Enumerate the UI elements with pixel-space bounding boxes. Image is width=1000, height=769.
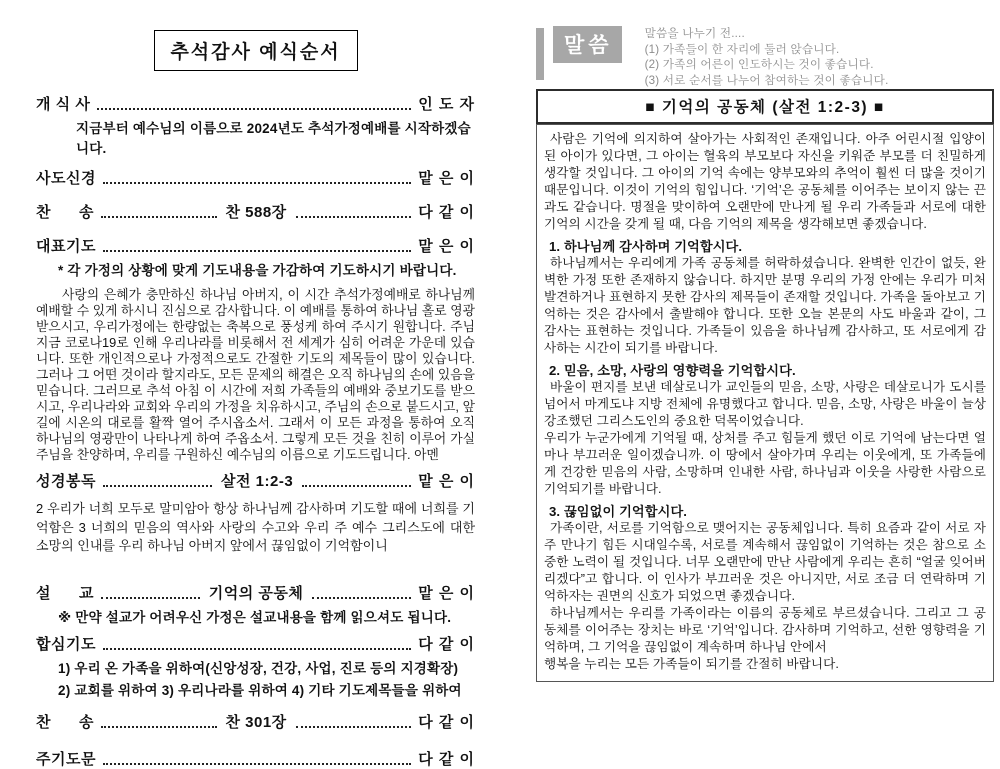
order-row-creed	[36, 167, 475, 188]
order-label-sermon: 설 교	[36, 584, 94, 602]
order-row-opening	[36, 93, 475, 114]
header-bar-decoration	[536, 28, 544, 80]
sermon-point-2-body-2: 우리가 누군가에게 기억될 때, 상처를 주고 힘들게 했던 이로 기억에 남는다면 얼마나 부끄러운 일이겠습니까. 이 땅에서 살아가며 우리는 이웃에게, 또 가족들에게 건강한 믿음의 사람, 소망하며 인내한 사람, 하나님과 이웃을 사랑한 사람으로 기억되기를 바랍니다.	[544, 431, 986, 497]
intro-line-3: (2) 가족의 어른이 인도하시는 것이 좋습니다.	[644, 58, 874, 72]
order-right-joint-prayer: 다 같 이	[418, 635, 475, 653]
order-label-creed: 사도신경	[36, 170, 96, 187]
order-label-hymn1: 찬 송	[36, 204, 94, 221]
intro-line-2: (1) 가족들이 한 자리에 둘러 앉습니다.	[644, 42, 840, 56]
order-label-lords-prayer: 주기도문	[36, 750, 96, 768]
dotted-leader	[101, 715, 217, 728]
sermon-title: ■ 기억의 공동체 (살전 1:2-3) ■	[536, 89, 994, 124]
order-right-lords-prayer: 다 같 이	[418, 750, 475, 768]
sermon-point-1-body: 하나님께서는 우리에게 가족 공동체를 허락하셨습니다. 완벽한 인간이 없듯, 완벽한 가정 또한 존재하지 않습니다. 하지만 분명 우리의 가정 안에는 우리가 미처 발견하거나 표현하지 못한 감사의 제목들이 존재할 것입니다. 가족을 돌아보고 기억하는 것은 감사에서 출발해야 합니다. 또한 오늘 본문의 사도 바울과 같이, 그 감사는 표현하는 것입니다. 가족들이 있음을 하나님께 감사하고, 또 서로에게 감사하는 시간이 되기를 바랍니다.	[544, 256, 986, 356]
order-row-hymn2	[36, 711, 475, 732]
order-right-creed: 맡 은 이	[418, 170, 475, 187]
rep-prayer-note: * 각 가정의 상황에 맞게 기도내용을 가감하여 기도하시기 바랍니다.	[58, 263, 457, 278]
dotted-leader	[103, 474, 212, 487]
order-row-lords-prayer	[36, 748, 475, 769]
order-row-rep-prayer	[36, 235, 475, 256]
hymn1-number: 찬 588장	[225, 204, 287, 221]
order-label-opening: 개 식 사	[36, 96, 91, 113]
opening-note: 지금부터 예수님의 이름으로 2024년도 추석가정예배를 시작하겠습니다.	[76, 121, 471, 156]
dotted-leader	[296, 715, 412, 728]
dotted-leader	[101, 205, 217, 218]
order-right-opening: 인 도 자	[418, 96, 475, 113]
order-right-sermon: 맡 은 이	[418, 584, 476, 602]
dotted-leader	[103, 637, 411, 650]
order-row-reading	[36, 470, 475, 491]
intro-line-4: (3) 서로 순서를 나누어 참여하는 것이 좋습니다.	[644, 73, 889, 87]
dotted-leader	[103, 752, 411, 765]
hymn2-number: 찬 301장	[225, 713, 287, 731]
dotted-leader	[103, 239, 411, 252]
order-row-sermon	[36, 582, 475, 603]
sermon-point-2-body-1: 바울이 편지를 보낸 데살로니가 교인들의 믿음, 소망, 사랑은 데살로니가 도시를 넘어서 마게도냐 지방 전체에 유명했다고 합니다. 믿음, 소망, 사랑은 바울이 늘상 강조했던 그리스도인의 중요한 덕목이었습니다.	[544, 380, 986, 429]
order-label-joint-prayer: 합심기도	[36, 635, 96, 653]
order-label-hymn2: 찬 송	[36, 713, 94, 731]
sermon-point-3-body-3: 행복을 누리는 모든 가족들이 되기를 간절히 바랍니다.	[544, 657, 840, 672]
dotted-leader	[103, 171, 411, 184]
sermon-page	[505, 0, 1000, 706]
dotted-leader	[101, 586, 200, 599]
joint-prayer-item-2: 2) 교회를 위하여 3) 우리나라를 위하여 4) 기타 기도제목들을 위하여	[58, 682, 462, 698]
page-title: 추석감사 예식순서	[154, 30, 358, 71]
order-label-rep-prayer: 대표기도	[36, 238, 96, 255]
order-row-hymn1	[36, 201, 475, 222]
joint-prayer-item-1: 1) 우리 온 가족을 위하여(신앙성장, 건강, 사업, 진로 등의 지경확장)	[58, 660, 459, 676]
sermon-note: ※ 만약 설교가 어려우신 가정은 설교내용을 함께 읽으셔도 됩니다.	[58, 609, 452, 625]
dotted-leader	[312, 586, 411, 599]
sermon-header	[536, 26, 994, 88]
sermon-point-3-heading: 3. 끊임없이 기억합시다.	[549, 504, 688, 520]
order-right-hymn2: 다 같 이	[418, 713, 475, 731]
reading-reference: 살전 1:2-3	[221, 473, 294, 490]
dotted-leader	[302, 474, 411, 487]
scripture-text: 2 우리가 너희 모두로 말미암아 항상 하나님께 감사하며 기도할 때에 너희를 기억함은 3 너희의 믿음의 역사와 사랑의 수고와 우리 주 예수 그리스도에 대한 소망의 인내를 우리 하나님 아버지 앞에서 끊임없이 기억함이니	[36, 501, 475, 553]
representative-prayer-text: 사랑의 은혜가 충만하신 하나님 아버지, 이 시간 추석가정예배로 하나님께 예배할 수 있게 하시니 진심으로 감사합니다. 이 예배를 통하여 하나님 홀로 영광 받으시고, 우리가정에는 한량없는 축복으로 풍성케 하여 주시기 원합니다. 주님 지금 코로나19로 인해 우리나라를 비롯해서 전 세계가 심히 어려운 가운데 있습니다. 또한 개인적으로나 가정적으로도 간절한 기도의 제목들이 많이 있습니다. 그러나 그 어떤 것이라 할지라도, 모든 문제의 해결은 오직 하나님의 손에 있음을 믿습니다. 그러므로 추석 아침 이 시간에 저희 가족들의 예배와 중보기도를 받으시고, 우리나라와 교회와 우리의 가정을 치유하시고, 주님의 손으로 붙드시고, 앞길에 시온의 대로를 활짝 열어 주시옵소서. 그래서 이 모든 과정을 통하여 오직 하나님의 영광만이 나타나게 하여 주옵소서. 그렇게 모든 것을 친히 이루어 가실 주님을 찬양하며, 우리를 구원하신 예수님의 이름으로 기도드립니다. 아멘	[36, 287, 475, 462]
sermon-body	[536, 124, 994, 682]
order-right-hymn1: 다 같 이	[418, 204, 475, 221]
order-label-reading: 성경봉독	[36, 473, 96, 490]
order-right-reading: 맡 은 이	[418, 473, 476, 490]
sermon-point-3-body-2: 하나님께서는 우리를 가족이라는 이름의 공동체로 부르셨습니다. 그리고 그 공동체를 이어주는 장치는 바로 ‘기억’입니다. 감사하며 기억하고, 선한 영향력을 기억하며, 그 기억을 끊임없이 계속하며 하나님 안에서	[544, 606, 986, 655]
order-row-joint-prayer	[36, 633, 475, 654]
sermon-intro-instructions	[645, 26, 889, 88]
sermon-intro-paragraph: 사람은 기억에 의지하여 살아가는 사회적인 존재입니다. 아주 어린시절 입양이 된 아이가 있다면, 그 아이는 혈육의 부모보다 자신을 키워준 부모를 더 친밀하게 생각할 것입니다. 그 아이의 기억 속에는 양부모와의 추억이 훨씬 더 많을 것이기 때문입니다. 이것이 기억의 힘입니다. ‘기억’은 공동체를 이어주는 보이지 않는 끈과도 같습니다. 명절을 맞이하여 오랜만에 만나게 될 우리 가족들과 서로에 대한 기억의 시간을 갖게 될 때, 다음 기억의 제목을 생각해보면 좋겠습니다.	[544, 132, 986, 232]
sermon-point-1-heading: 1. 하나님께 감사하며 기억합시다.	[549, 239, 743, 255]
sermon-point-3-body-1: 가족이란, 서로를 기억함으로 맺어지는 공동체입니다. 특히 요즘과 같이 서로 자주 만나기 힘든 시대일수록, 서로를 계속해서 끊임없이 기억하는 것은 참으로 소중한 노력이 될 것입니다. 너무 오랜만에 만난 사람에게 우리는 흔히 “얼굴 잊어버리겠다”고 합니다. 이 인사가 부끄러운 것은 아니지만, 서로 조금 더 연락하며 기억하자는 권면의 신호가 되었으면 좋겠습니다.	[544, 521, 986, 604]
order-right-rep-prayer: 맡 은 이	[418, 238, 475, 255]
intro-line-1: 말씀을 나누기 전....	[644, 27, 745, 40]
dotted-leader	[97, 97, 411, 110]
sermon-point-2-heading: 2. 믿음, 소망, 사랑의 영향력을 기억합시다.	[549, 363, 796, 379]
sermon-badge: 말씀	[553, 26, 622, 63]
dotted-leader	[296, 205, 412, 218]
sermon-title-inline: 기억의 공동체	[208, 584, 304, 602]
